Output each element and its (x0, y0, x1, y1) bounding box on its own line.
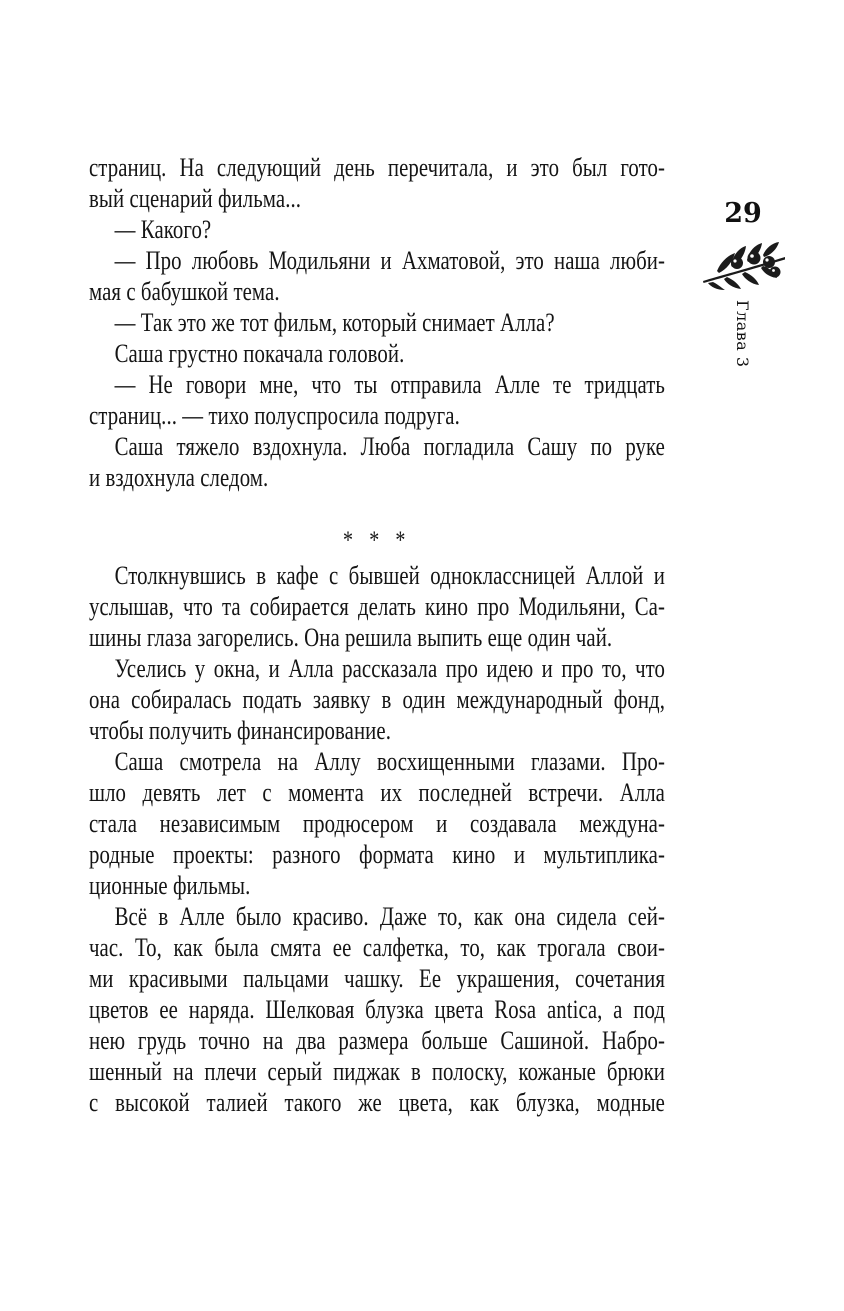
text-line: родные проекты: разного формата кино и мультиплика- (89, 840, 665, 869)
text-line: и вздохнула следом. (89, 463, 269, 492)
text-line: с высокой талией такого же цвета, как блузка, модные (89, 1088, 665, 1117)
text-line: Саша тяжело вздохнула. Люба погладила Сашу по руке (114, 432, 666, 461)
text-line: шенный на плечи серый пиджак в полоску, кожаные брюки (89, 1057, 665, 1086)
text-line: страниц... — тихо полуспросила подруга. (89, 401, 460, 430)
text-line: — Про любовь Модильяни и Ахматовой, это наша люби- (114, 246, 666, 275)
text-line: шины глаза загорелись. Она решила выпить еще один чай. (89, 623, 613, 652)
text-line: — Так это же тот фильм, который снимает Алла? (114, 308, 555, 337)
paragraph (89, 746, 665, 901)
text-line: вый сценарий фильма... (89, 184, 302, 213)
text-line: нею грудь точно на два размера больше Сашиной. Набро- (89, 1026, 665, 1055)
text-line: час. То, как была смята ее салфетка, то, как трогала свои- (89, 933, 665, 962)
paragraph (89, 431, 665, 493)
olive-branch-ornament-icon (701, 237, 787, 291)
text-line: Саша смотрела на Аллу восхищенными глазами. Про- (114, 747, 666, 776)
text-line: ционные фильмы. (89, 871, 251, 900)
chapter-label: Глава 3 (733, 300, 752, 368)
paragraph (89, 369, 665, 431)
page-number: 29 (724, 198, 762, 229)
text-line: чтобы получить финансирование. (89, 716, 391, 745)
text-line: Саша грустно покачала головой. (114, 339, 405, 368)
text-line: страниц. На следующий день перечитала, и это был гото- (89, 153, 665, 182)
paragraph (89, 307, 665, 338)
paragraph (89, 214, 665, 245)
text-line: — Какого? (114, 215, 212, 244)
text-line: Столкнувшись в кафе с бывшей одноклассницей Аллой и (114, 561, 666, 590)
text-line: шло девять лет с момента их последней встречи. Алла (89, 778, 665, 807)
text-line: цветов ее наряда. Шелковая блузка цвета Rosa antica, а под (89, 995, 665, 1024)
section-separator: * * * (343, 527, 411, 554)
paragraph (89, 338, 665, 369)
text-line: Всё в Алле было красиво. Даже то, как она сидела сей- (114, 902, 666, 931)
text-column (89, 152, 665, 1118)
text-line: она собиралась подать заявку в один международный фонд, (89, 685, 665, 714)
paragraph (89, 901, 665, 1118)
text-line: услышав, что та собирается делать кино про Модильяни, Са- (89, 592, 665, 621)
paragraph (89, 560, 665, 653)
paragraph (89, 245, 665, 307)
paragraph (89, 152, 665, 214)
text-line: стала независимым продюсером и создавала междуна- (89, 809, 665, 838)
text-line: — Не говори мне, что ты отправила Алле те тридцать (114, 370, 666, 399)
text-line: мая с бабушкой тема. (89, 277, 280, 306)
text-line: Уселись у окна, и Алла рассказала про идею и про то, что (114, 654, 666, 683)
paragraph (89, 653, 665, 746)
text-line: ми красивыми пальцами чашку. Ее украшения, сочетания (89, 964, 665, 993)
